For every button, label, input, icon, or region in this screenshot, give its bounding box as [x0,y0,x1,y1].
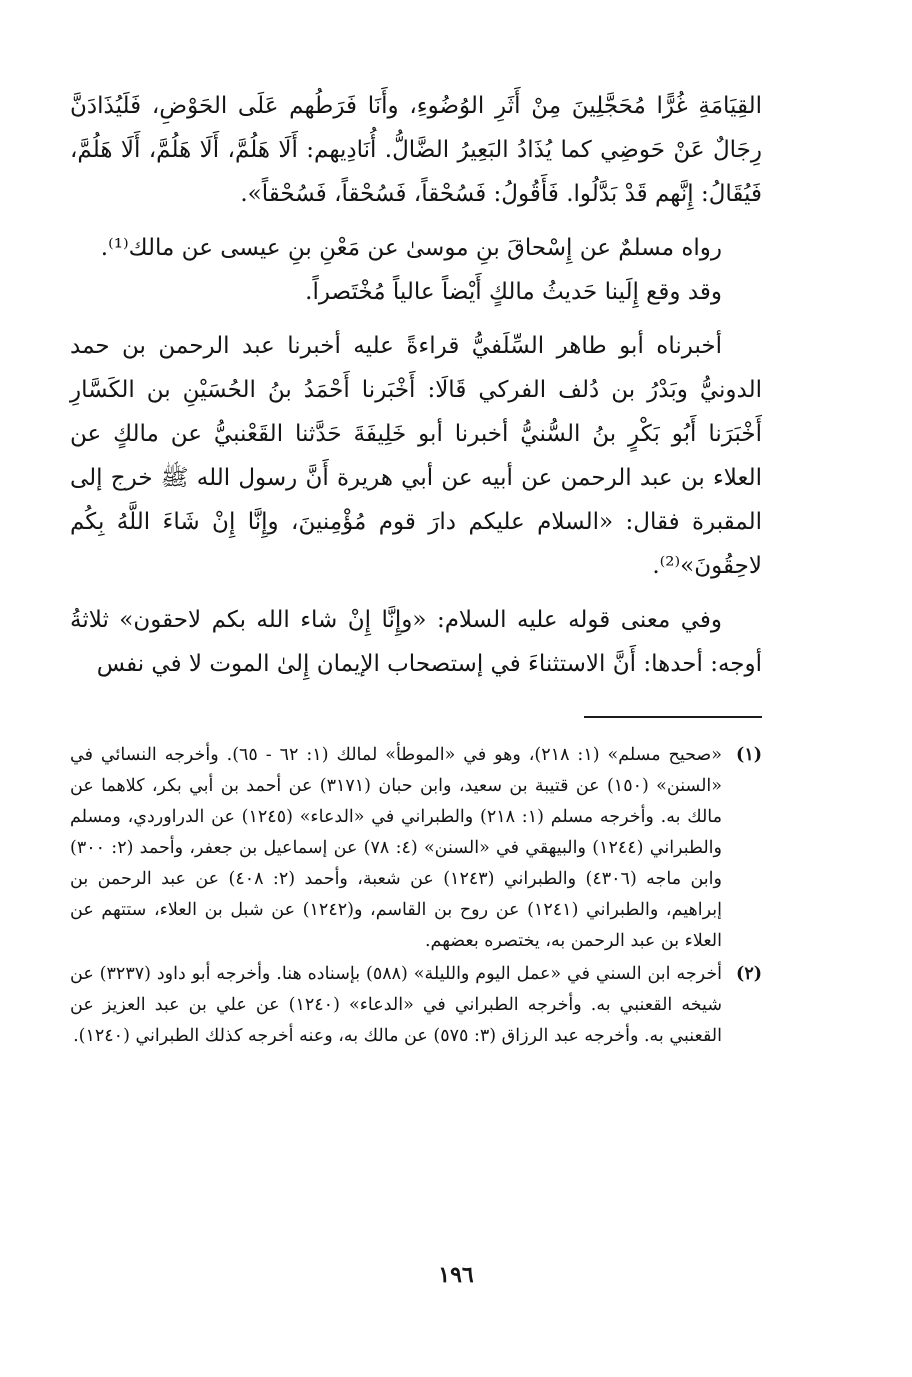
footnote-separator [584,716,762,718]
book-page [70,84,762,1324]
main-text [70,84,762,686]
paragraph-isnad: أخبرناه أبو طاهر السِّلَفيُّ قراءةً عليه أخبرنا عبد الرحمن بن حمد الدونيُّ وبَدْرُ بن دُلف الفركي قَالَا: أَخْبَرنا أَحْمَدُ بنُ الحُسَيْنِ بن الكَسَّارِ أَخْبَرَنا أَبُو بَكْرٍ بنُ السُّنيُّ أخبرنا أبو خَلِيفَةَ حَدَّثنا القَعْنبيُّ عن مالكٍ عن العلاء بن عبد الرحمن عن أبيه عن أبي هريرة أَنَّ رسول الله ﷺ خرج إلى المقبرة فقال: «السلام عليكم دارَ قوم مُؤْمِنينَ، وإِنَّا إِنْ شَاءَ اللَّهُ بِكُم لاحِقُونَ»⁽²⁾. [70,333,762,579]
paragraph-commentary: وفي معنى قوله عليه السلام: «وإِنَّا إِنْ شاء الله بكم لاحقون» ثلاثةُ أوجه: أحدها: أَنَّ الاستثناءَ في إستصحاب الإيمان إِلىٰ الموت لا في نفس [70,607,762,677]
paragraph-hadith-end: القِيَامَةِ غُرًّا مُحَجَّلِينَ مِنْ أَثَرِ الوُضُوءِ، وأَنَا فَرَطُهم عَلَى الحَوْضِ، فَلَيُذَادَنَّ رِجَالٌ عَنْ حَوضِي كما يُذَادُ البَعِيرُ الضَّالُّ. أُنَادِيهم: أَلَا هَلُمَّ، أَلَا هَلُمَّ، أَلَا هَلُمَّ، فَيُقَالُ: إِنَّهم قَدْ بَدَّلُوا. فَأَقُولُ: فَسُحْقاً، فَسُحْقاً، فَسُحْقاً». [70,93,762,207]
footnote-number: (١) [736,745,762,765]
footnote-text: «صحيح مسلم» (١: ٢١٨)، وهو في «الموطأ» لمالك (١: ٦٢ - ٦٥). وأخرجه النسائي في «السنن» (١٥٠) عن قتيبة بن سعيد، وابن حبان (٣١٧١) عن أحمد بن أبي بكر، كلاهما عن مالك به. وأخرجه مسلم (١: ٢١٨) والطبراني في «الدعاء» (١٢٤٥) عن الدراوردي، ومسلم والطبراني (١٢٤٤) والبيهقي في «السنن» (٤: ٧٨) عن إسماعيل بن جعفر، وأحمد (٢: ٣٠٠) وابن ماجه (٤٣٠٦) والطبراني (١٢٤٣) عن شعبة، وأحمد (٢: ٤٠٨) عن عبد الرحمن بن إبراهيم، والطبراني (١٢٤١) عن روح بن القاسم، و(١٢٤٢) عن شبل بن العلاء، ستتهم عن العلاء بن عبد الرحمن به، يختصره بعضهم. [70,745,723,951]
footnote-2 [70,959,762,1052]
paragraph-narration: رواه مسلمٌ عن إِسْحاقَ بنِ موسىٰ عن مَعْنِ بنِ عيسى عن مالك⁽¹⁾. [100,235,722,261]
footnote-1 [70,740,762,957]
footnote-text: أخرجه ابن السني في «عمل اليوم والليلة» (٥٨٨) بإسناده هنا. وأخرجه أبو داود (٣٢٣٧) عن شيخه القعنبي به. وأخرجه الطبراني في «الدعاء» (١٢٤٠) عن علي بن عبد العزيز عن القعنبي به. وأخرجه عبد الرزاق (٣: ٥٧٥) عن مالك به، وعنه أخرجه كذلك الطبراني (١٢٤٠). [70,964,722,1046]
paragraph-high-chain: وقد وقع إِلَينا حَديثُ مالكٍ أَيْضاً عالياً مُخْتَصراً. [305,279,722,305]
footnotes [70,740,762,1052]
page-number: ١٩٦ [438,1262,474,1288]
footnote-number: (٢) [736,964,762,984]
